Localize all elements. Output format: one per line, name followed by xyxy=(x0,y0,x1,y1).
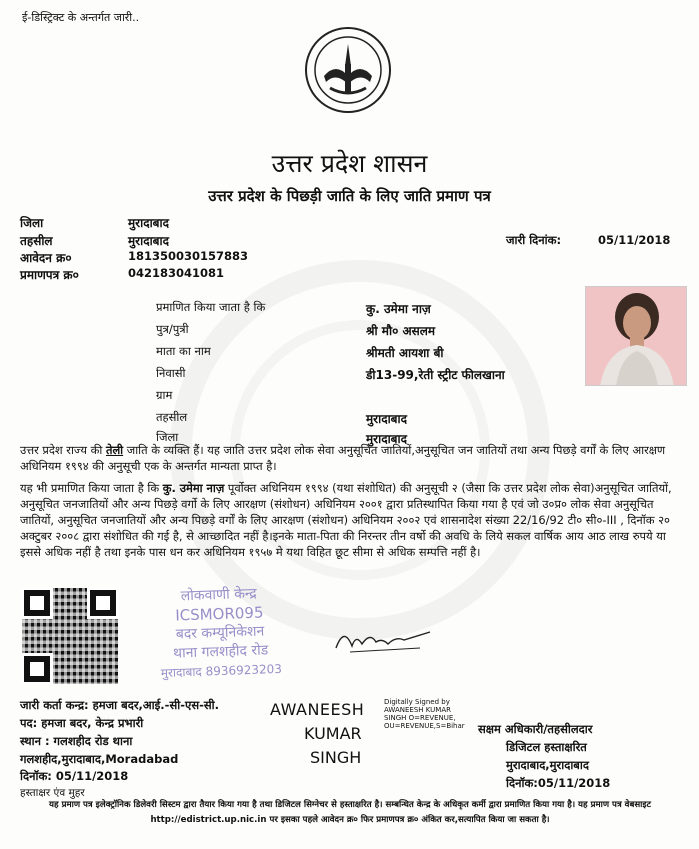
tehsil-label: तहसील xyxy=(20,234,53,248)
stamp-line: लोकवाणी केन्द्र xyxy=(180,585,257,605)
detail-tehsil-label: तहसील xyxy=(156,410,188,424)
digital-signature-line: Digitally Signed by xyxy=(384,698,450,706)
issue-date-value: 05/11/2018 xyxy=(598,233,671,247)
digital-signature-line: OU=REVENUE,S=Bihar xyxy=(384,722,465,730)
para2-rest: पूर्वोक्त अधिनियम १९९४ (यथा संशोधित) की अनुसूची २ (जैसा कि उत्तर प्रदेश लोक सेवा)अनुसूचित जातियों, अनुसूचित जनजातियों और अन्य पिछड़े वर्गो के लिए आरक्षण (संशोधन) अधिनियम २००१ द्वारा प्रतिस्थापित किया गया है एवं जो उ०प्र० लोक सेवा अनुसूचित जातियों, अनुसूचित जनजातियों और अन्य पिछड़े वर्गों के लिए आरक्षण (संशोधन) अधिनियम २००२ एवं शासनादेश संख्या 22/16/92 टी० सी०-III , दिनॉक २० अक्टुबर २००८ द्वारा संशोधित की गई है, से आच्छादित नहीं है।इनके माता-पिता की निरन्तर तीन वर्षो की अवधि के लिये सकल वार्षिक आय आठ लाख रुपये या इससे अधिक नहीं है तथा इनके पास धन कर अधिनियम १९५७ मे यथा विहित छूट सीमा से अधिक सम्पत्ति नहीं है। xyxy=(20,481,672,559)
application-value: 181350030157883 xyxy=(128,249,249,263)
issuer-area: गलशहीद,मुरादाबाद,Moradabad xyxy=(20,752,179,766)
certify-label: प्रमाणित किया जाता है कि xyxy=(156,300,266,314)
issuer-center: जारी कर्ता कन्द्र: हमजा बदर,आई.-सी-एस-सी. xyxy=(20,698,219,712)
para2-lead: यह भी प्रमाणित किया जाता है कि xyxy=(20,481,163,495)
up-emblem-icon xyxy=(304,26,392,114)
officer-title: सक्षम अधिकारी/तहसीलदार xyxy=(478,722,593,736)
para1-rest: जाति के व्यक्ति हैं। यह जाति उत्तर प्रदेश लोक सेवा अनुसूचित जातियों,अनुसूचित जन जातियों तथा अन्य पिछड़े वर्गों के लिए आरक्षण अधिनियम १९९४ की अनुसूची एक के अन्तर्गत मान्यता प्राप्त है। xyxy=(20,443,666,473)
stamp-line: मुरादाबाद 8936923203 xyxy=(160,661,283,681)
tehsil-value: मुरादाबाद xyxy=(128,234,170,248)
government-title: उत्तर प्रदेश शासन xyxy=(271,149,428,178)
digital-signature-details xyxy=(384,698,465,730)
stamp-line: बदर कम्यूनिकेशन xyxy=(175,623,265,643)
certificate-title: उत्तर प्रदेश के पिछड़ी जाति के लिए जाति प्रमाण पत्र xyxy=(208,187,491,205)
footer-note: यह प्रमाण पत्र इलेक्ट्रॉनिक डिलेवरी सिस्टम द्वारा तैयार किया गया है तथा डिजिटल सिग्नेचर से हस्ताक्षरित है। सम्बन्धित केन्द्र के अधिकृत कर्मी द्वारा प्रमाणित किया गया है। यह प्रमाण पत्र वेबसाइट http://edistrict.up.nic.in पर इसका पहले आवेदन क्र० फिर प्रमाणपत्र क्र० अंकित कर,सत्यापित किया जा सकता है। xyxy=(49,800,651,825)
person-photo-icon xyxy=(586,287,687,386)
issue-date-label: जारी दिनांक: xyxy=(506,233,562,247)
paragraph-certification xyxy=(20,480,680,560)
mother-name: श्रीमती आयशा बी xyxy=(366,346,444,360)
qr-finder-icon xyxy=(24,656,50,682)
qr-finder-icon xyxy=(90,590,116,616)
digital-signer-name-1: AWANEESH xyxy=(270,700,365,719)
officer-signature-status: डिजिटल हस्ताक्षरित xyxy=(506,740,587,754)
digital-signature-line: AWANEESH KUMAR xyxy=(384,706,451,714)
village-label: ग्राम xyxy=(156,388,173,402)
certificate-label: प्रमाणपत्र क्र० xyxy=(20,268,79,282)
resident-address: डी13-99,रेती स्ट्रीट फीलखाना xyxy=(366,368,505,382)
issuer-place: स्थान : गलशहीद रोड थाना xyxy=(20,734,133,748)
para2-candidate-name: कु. उमेमा नाज़ xyxy=(162,481,225,495)
digital-signer-name-2: KUMAR xyxy=(304,724,362,743)
district-label: जिला xyxy=(20,216,44,230)
issuer-date: दिनॉक: 05/11/2018 xyxy=(20,769,129,783)
father-name: श्री मौ० असलम xyxy=(366,324,436,338)
issuer-sign-seal: हस्ताक्षर एंव मुहर xyxy=(20,787,85,799)
relation-label: पुत्र/पुत्री xyxy=(156,322,189,336)
top-note: ई-डिस्ट्रिक्ट के अन्तर्गत जारी.. xyxy=(22,11,140,24)
issuer-post: पद: हमजा बदर, केन्द्र प्रभारी xyxy=(20,716,144,730)
qr-code-icon xyxy=(22,588,118,684)
detail-district-value: मुरादाबाद xyxy=(366,432,408,446)
paragraph-caste xyxy=(20,442,680,474)
officer-place: मुरादाबाद,मुरादाबाद xyxy=(506,758,589,772)
application-label: आवेदन क्र० xyxy=(20,251,72,265)
digital-signature-line: SINGH O=REVENUE, xyxy=(384,714,456,722)
certificate-value: 042183041081 xyxy=(128,266,225,280)
detail-tehsil-value: मुरादाबाद xyxy=(366,412,408,426)
detail-district-label: जिला xyxy=(156,430,179,444)
digital-signer-name-3: SINGH xyxy=(310,748,362,767)
officer-date: दिनॉक:05/11/2018 xyxy=(506,776,611,790)
resident-label: निवासी xyxy=(156,366,186,380)
candidate-photo xyxy=(585,286,687,386)
stamp-line: ICSMOR095 xyxy=(174,603,264,625)
handwritten-signature-icon xyxy=(330,618,440,658)
para1-lead: उत्तर प्रदेश राज्य की xyxy=(20,443,106,457)
stamp-line: थाना गलशहीद रोड xyxy=(172,642,269,662)
center-stamp xyxy=(138,583,301,681)
mother-label: माता का नाम xyxy=(156,344,211,358)
qr-finder-icon xyxy=(24,590,50,616)
candidate-name: कु. उमेमा नाज़ xyxy=(366,302,431,316)
district-value: मुरादाबाद xyxy=(128,216,170,230)
caste-name: तेली xyxy=(105,443,124,457)
